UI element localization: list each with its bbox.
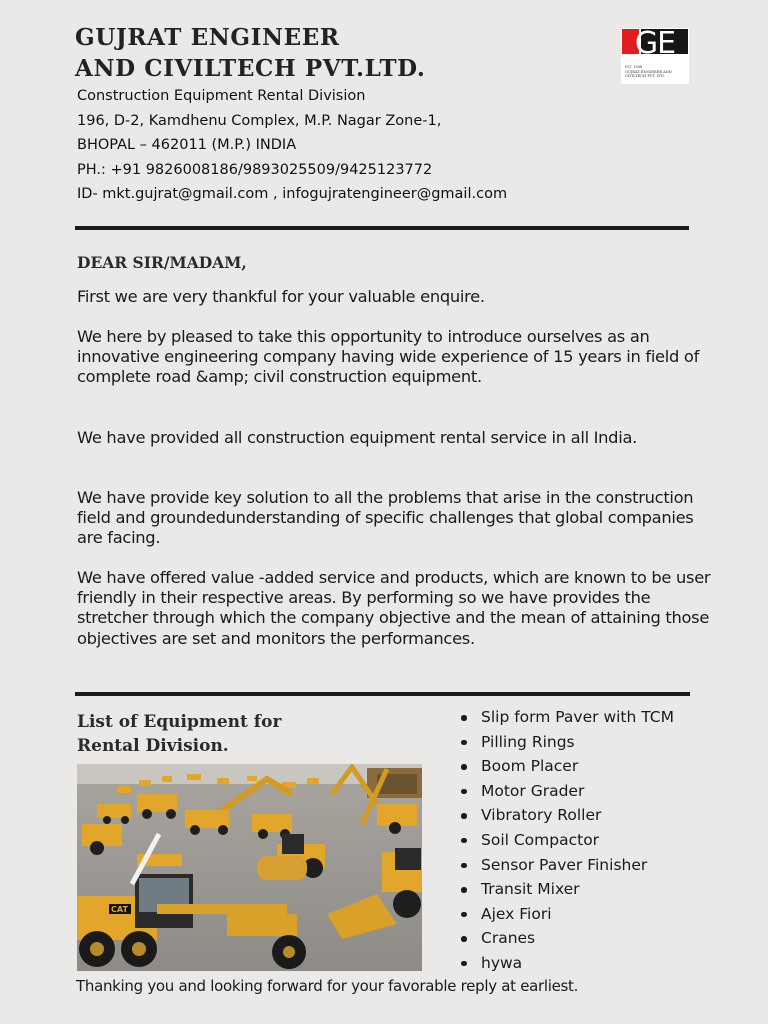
list-item: Boom Placer (460, 754, 674, 779)
body-divider (75, 692, 690, 696)
company-name-line2: AND CIVILTECH PVT.LTD. (75, 55, 426, 82)
paragraph-5-block (77, 568, 717, 649)
header-divider (75, 226, 689, 230)
list-item: Transit Mixer (460, 877, 674, 902)
equipment-yard-photo (77, 764, 422, 971)
equipment-list-title (77, 711, 281, 758)
paragraph-3-block (77, 428, 717, 448)
paragraph-2: We here by pleased to take this opportunity to introduce ourselves as an innovative engineering company having wide experience of 15 years in field of complete road &amp; civil construction equipment. (77, 327, 699, 387)
logo-letters: GE (634, 26, 676, 61)
list-item: Ajex Fiori (460, 902, 674, 927)
logo-company-name: GUJRAT ENGINEER AND CIVILTECH PVT. LTD. (625, 70, 672, 79)
closing-line: Thanking you and looking forward for your favorable reply at earliest. (76, 977, 579, 995)
list-item: Motor Grader (460, 779, 674, 804)
division-name: Construction Equipment Rental Division (77, 88, 366, 104)
phone-numbers: PH.: +91 9826008186/9893025509/9425123772 (77, 161, 433, 178)
paragraph-4-block (77, 488, 717, 549)
email-addresses: ID- mkt.gujrat@gmail.com , infogujratengineer@gmail.com (77, 186, 508, 202)
company-name (75, 22, 426, 84)
paragraph-4: We have provide key solution to all the problems that arise in the construction field and groundedunderstanding of specific challenges that global companies are facing. (77, 488, 694, 548)
list-item: Soil Compactor (460, 828, 674, 853)
list-item: hywa (460, 951, 674, 976)
equipment-list (460, 705, 674, 976)
equipment-title-line1: List of Equipment for (77, 712, 282, 732)
list-item: Slip form Paver with TCM (460, 705, 674, 730)
address-line1: 196, D-2, Kamdhenu Complex, M.P. Nagar Zone-1, (77, 112, 442, 129)
company-logo (621, 28, 689, 84)
letter-body (77, 287, 717, 307)
greeting: DEAR SIR/MADAM, (77, 253, 247, 272)
equipment-title-line2: Rental Division. (77, 735, 229, 756)
company-name-line1: GUJRAT ENGINEER (75, 24, 340, 51)
list-item: Sensor Paver Finisher (460, 853, 674, 878)
paragraph-2-block (77, 327, 717, 388)
list-item: Cranes (460, 926, 674, 951)
list-item: Pilling Rings (460, 730, 674, 755)
logo-est: EST. 2008 (625, 65, 643, 69)
cat-badge: CAT (111, 905, 128, 914)
paragraph-3: We have provided all construction equipment rental service in all India. (77, 428, 637, 447)
address-line2: BHOPAL – 462011 (M.P.) INDIA (77, 137, 297, 153)
list-item: Vibratory Roller (460, 803, 674, 828)
contact-block (77, 84, 507, 207)
paragraph-5: We have offered value -added service and products, which are known to be user friendly in their respective areas. By performing so we have provides the stretcher through which the company objective and the mean of attaining those objectives are set and monitors the performances. (77, 568, 711, 648)
paragraph-1: First we are very thankful for your valuable enquire. (77, 287, 485, 306)
